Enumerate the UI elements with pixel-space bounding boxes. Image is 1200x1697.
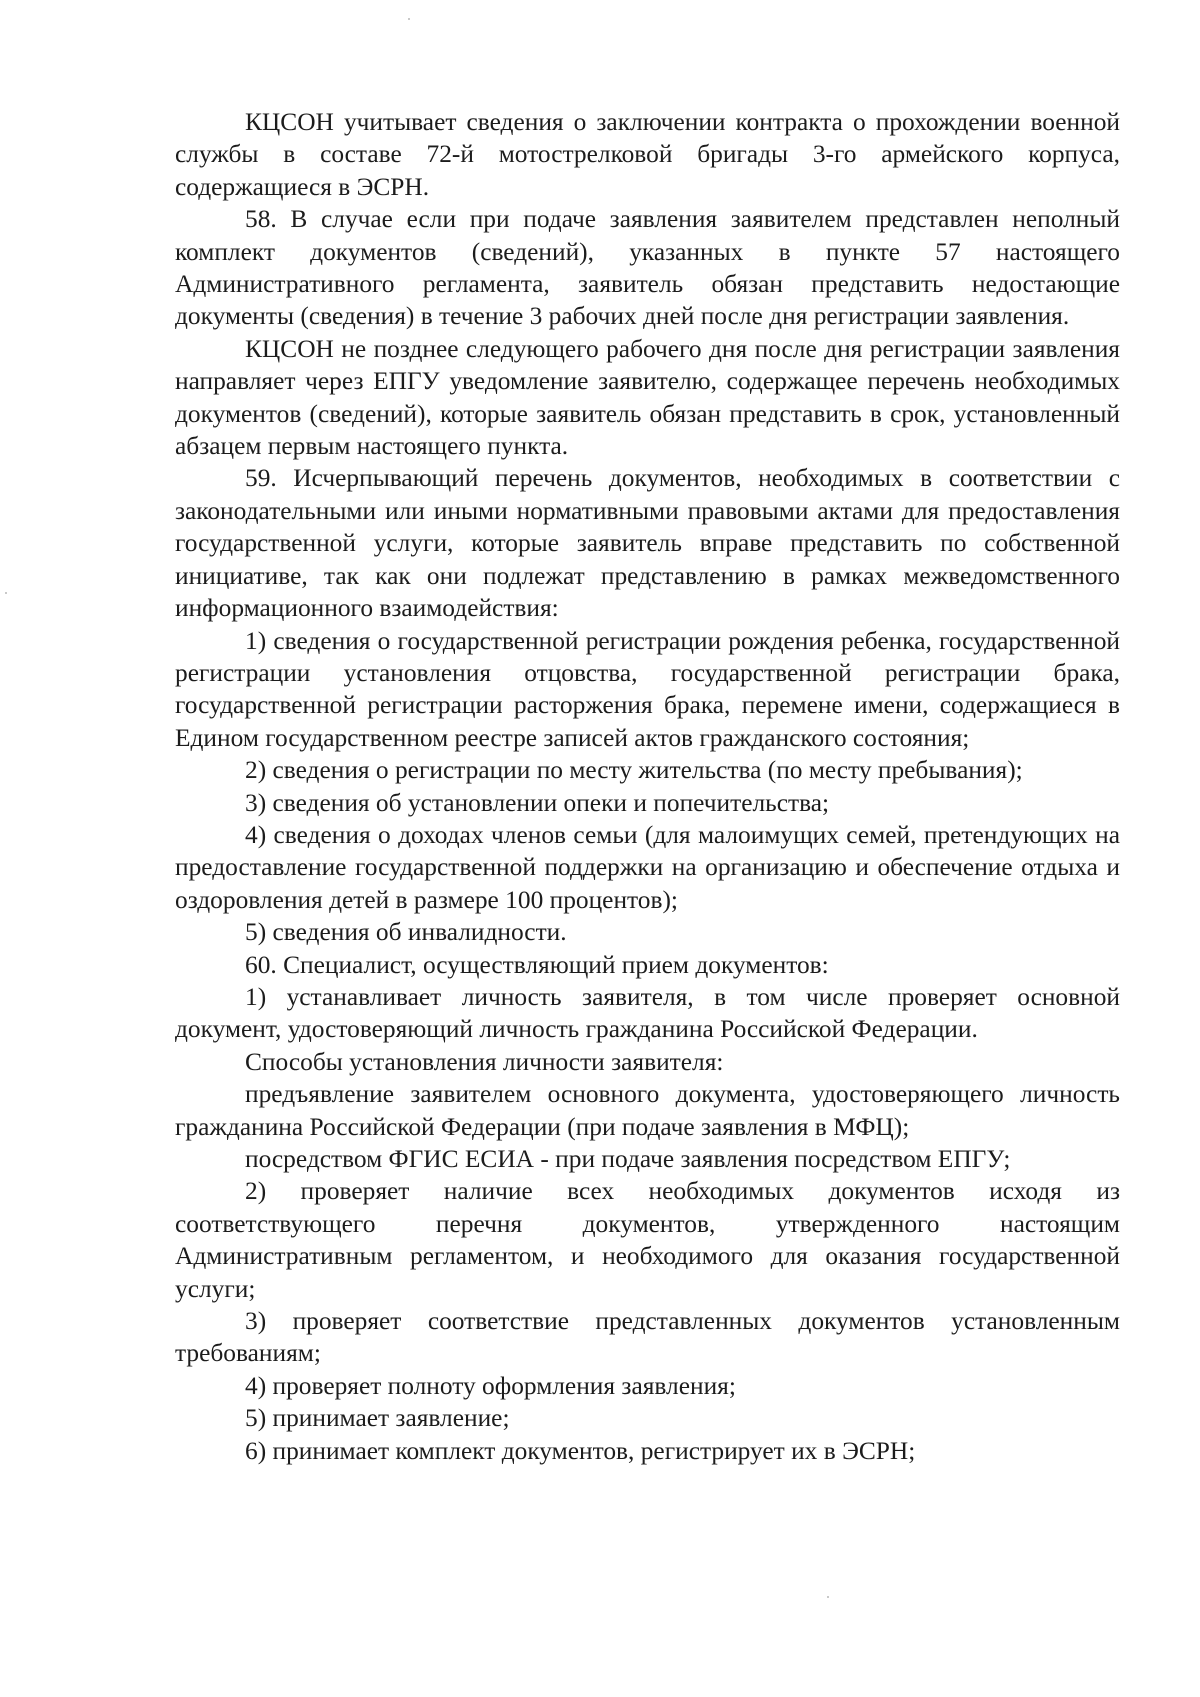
paragraph-59: 59. Исчерпывающий перечень документов, необходимых в соответствии с законодательными или иными нормативными правовыми актами для предоставления государственной услуги, которые заявитель вправе представить по собственной инициативе, так как они подлежат представлению в рамках межведомственного информационного взаимодействия: (175, 464, 1120, 623)
list-item-60-5: 5) принимает заявление; (245, 1404, 510, 1433)
list-item-59-2: 2) сведения о регистрации по месту жительства (по месту пребывания); (245, 756, 1023, 785)
paragraph-60: 60. Специалист, осуществляющий прием документов: (245, 950, 829, 979)
paragraph-58-notice: КЦСОН не позднее следующего рабочего дня после дня регистрации заявления направляет через ЕПГУ уведомление заявителю, содержащее перечень необходимых документов (сведений), которые заявитель обязан представить в срок, установленный абзацем первым настоящего пункта. (175, 334, 1120, 461)
scan-artifact (408, 18, 410, 20)
list-item-59-4: 4) сведения о доходах членов семьи (для малоимущих семей, претендующих на предоставление государственной поддержки на организацию и обеспечение отдыха и оздоровления детей в размере 100 процентов); (175, 820, 1120, 914)
paragraph-contract-info: КЦСОН учитывает сведения о заключении контракта о прохождении военной службы в составе 72-й мотострелковой бригады 3-го армейского корпуса, содержащиеся в ЭСРН. (175, 108, 1120, 201)
paragraph-58: 58. В случае если при подаче заявления заявителем представлен неполный комплект документов (сведений), указанных в пункте 57 настоящего Административного регламента, заявитель обязан представить недостающие документы (сведения) в течение 3 рабочих дней после дня регистрации заявления. (175, 205, 1120, 331)
list-item-60-3: 3) проверяет соответствие представленных документов установленным требованиям; (175, 1307, 1120, 1368)
list-item-60-1: 1) устанавливает личность заявителя, в том числе проверяет основной документ, удостоверяющий личность гражданина Российской Федерации. (175, 982, 1120, 1044)
list-item-59-1: 1) сведения о государственной регистрации рождения ребенка, государственной регистрации установления отцовства, государственной регистрации брака, государственной регистрации расторжения брака, перемене имени, содержащиеся в Едином государственном реестре записей актов гражданского состояния; (175, 626, 1120, 752)
list-item-60-2: 2) проверяет наличие всех необходимых документов исходя из соответствующего перечня документов, утвержденного настоящим Административным регламентом, и необходимого для оказания государственной услуги; (175, 1177, 1120, 1303)
list-item-60-4: 4) проверяет полноту оформления заявления; (245, 1371, 736, 1400)
document-page (175, 106, 1120, 1467)
scan-artifact (827, 1596, 829, 1598)
list-item-59-3: 3) сведения об установлении опеки и попечительства; (245, 788, 830, 817)
id-method-esia: посредством ФГИС ЕСИА - при подаче заявления посредством ЕПГУ; (245, 1145, 1011, 1173)
id-method-document: предъявление заявителем основного документа, удостоверяющего личность гражданина Российской Федерации (при подаче заявления в МФЦ); (175, 1080, 1120, 1141)
scan-artifact (5, 592, 7, 594)
paragraph-id-methods: Способы установления личности заявителя: (245, 1047, 724, 1076)
list-item-59-5: 5) сведения об инвалидности. (245, 918, 567, 947)
list-item-60-6: 6) принимает комплект документов, регистрирует их в ЭСРН; (245, 1436, 916, 1465)
